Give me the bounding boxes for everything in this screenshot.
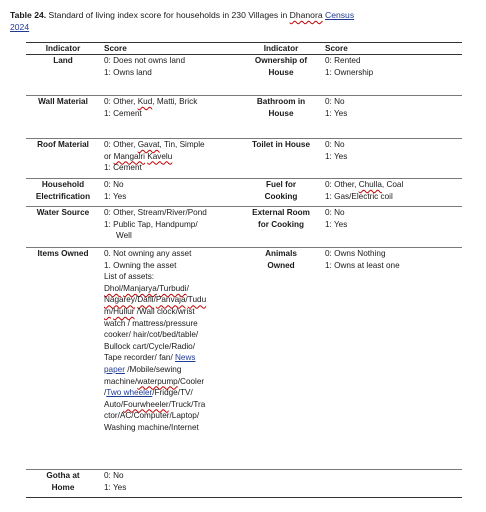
score-cell bbox=[100, 470, 241, 497]
asset-line bbox=[104, 399, 239, 411]
score-text: 0: Other, bbox=[325, 180, 359, 189]
asset-term: waterpump bbox=[137, 376, 178, 386]
indicator-cell bbox=[26, 179, 100, 206]
asset-line bbox=[104, 352, 239, 364]
indicator-label: Wall Material bbox=[38, 97, 88, 106]
indicator-cell bbox=[26, 139, 100, 178]
asset-line: ctor/AC/Computer/Laptop/ bbox=[104, 411, 200, 421]
asset-sep: / bbox=[186, 283, 189, 293]
asset-term: Tudu bbox=[187, 295, 207, 305]
score-cell bbox=[100, 139, 241, 178]
indicator-cell bbox=[241, 139, 321, 178]
asset-term: Dhol bbox=[104, 283, 121, 293]
asset-text: Tape recorder/ fan/ bbox=[104, 353, 175, 363]
asset-sep: / bbox=[134, 295, 138, 305]
score-line: 0: No bbox=[325, 140, 345, 149]
indicator-cell bbox=[26, 55, 100, 95]
header-score-left: Score bbox=[104, 44, 127, 53]
indicator-label: Land bbox=[53, 56, 73, 65]
score-line: 1: Cement bbox=[104, 108, 142, 118]
indicator-label: External Room bbox=[252, 208, 310, 217]
asset-text: /Fridge/TV/ bbox=[152, 388, 193, 398]
score-cell bbox=[100, 207, 241, 247]
indicator-cell bbox=[241, 207, 321, 247]
indicator-cell bbox=[26, 96, 100, 138]
asset-text: machine/ bbox=[104, 376, 138, 386]
indicator-label: Ownership of bbox=[254, 56, 308, 65]
indicator-label: Owned bbox=[267, 260, 295, 270]
asset-sep: / bbox=[156, 283, 160, 293]
score-line: 1: Owns land bbox=[104, 67, 152, 77]
asset-term: Hullur bbox=[113, 306, 135, 316]
indicator-label: for Cooking bbox=[258, 219, 304, 229]
asset-line bbox=[104, 376, 239, 388]
asset-term: Two wheeler bbox=[106, 388, 153, 398]
score-term: Chulla bbox=[358, 180, 382, 189]
score-line: 0: Other, Stream/River/Pond bbox=[104, 208, 207, 217]
score-line: 0: Does not owns land bbox=[104, 56, 186, 65]
header-score-right: Score bbox=[325, 44, 348, 53]
caption-text: Standard of living index score for households in 230 Villages in bbox=[46, 10, 290, 20]
asset-term: Panvaja bbox=[155, 295, 186, 305]
table-row bbox=[26, 179, 462, 207]
score-line: 0: No bbox=[325, 97, 345, 106]
score-cell bbox=[100, 248, 241, 469]
score-line bbox=[325, 179, 460, 191]
asset-term: paper bbox=[104, 364, 125, 374]
score-line: 1. Owning the asset bbox=[104, 260, 177, 270]
asset-text: /Wall clock/wrist bbox=[134, 306, 195, 316]
score-line: 1: Ownership bbox=[325, 67, 374, 77]
indicator-cell bbox=[26, 470, 100, 497]
score-line: 0: No bbox=[104, 180, 124, 189]
score-text: 0: Other, bbox=[104, 140, 138, 149]
score-line: 1: Yes bbox=[104, 191, 127, 201]
asset-sep: / bbox=[120, 283, 124, 293]
score-term: Mangalri bbox=[113, 151, 145, 161]
asset-sep: / bbox=[104, 388, 107, 398]
score-line bbox=[104, 151, 239, 163]
score-text: , Tin, Simple bbox=[159, 140, 205, 149]
score-term: Gavat bbox=[137, 140, 160, 149]
asset-sep: / bbox=[185, 295, 188, 305]
indicator-cell bbox=[241, 248, 321, 469]
score-line bbox=[104, 139, 239, 151]
caption-label: Table 24. bbox=[10, 10, 47, 20]
asset-line: Washing machine/Internet bbox=[104, 422, 199, 432]
score-cell bbox=[100, 55, 241, 95]
score-line: Well bbox=[116, 231, 132, 241]
score-text: 0: Other, bbox=[104, 97, 138, 106]
score-cell bbox=[100, 179, 241, 206]
score-line: 0: Owns Nothing bbox=[325, 249, 386, 258]
asset-text: Auto/ bbox=[104, 399, 124, 409]
score-cell bbox=[321, 139, 462, 178]
indicator-label: Bathroom in bbox=[256, 97, 306, 106]
indicator-label: Cooking bbox=[264, 191, 298, 201]
score-cell bbox=[321, 207, 462, 247]
header-indicator-left: Indicator bbox=[45, 44, 81, 53]
asset-term: m bbox=[104, 306, 111, 316]
score-line: 1: Yes bbox=[325, 108, 348, 118]
score-line: 1: Yes bbox=[325, 151, 348, 161]
indicator-label: House bbox=[268, 67, 294, 77]
score-cell bbox=[100, 96, 241, 138]
asset-term: Nagarey bbox=[104, 295, 135, 305]
asset-sep: / bbox=[110, 306, 114, 316]
empty-cell bbox=[241, 470, 321, 497]
score-line: 1: Owns at least one bbox=[325, 260, 400, 270]
indicator-cell bbox=[241, 179, 321, 206]
indicator-label: Toilet in House bbox=[251, 140, 311, 149]
table-row bbox=[26, 55, 462, 96]
score-line: 1: Public Tap, Handpump/ bbox=[104, 219, 198, 229]
score-cell bbox=[321, 179, 462, 206]
indicator-cell bbox=[241, 96, 321, 138]
table-row bbox=[26, 96, 462, 139]
indicator-label: Items Owned bbox=[37, 249, 89, 258]
indicator-label: Household bbox=[41, 180, 85, 189]
score-line: 0: No bbox=[325, 208, 345, 217]
indicator-label: Fuel for bbox=[265, 180, 297, 189]
caption-year: 2024 bbox=[10, 22, 30, 32]
indicator-cell bbox=[241, 55, 321, 95]
score-term: Kud bbox=[137, 97, 153, 106]
table-header-row bbox=[26, 42, 462, 55]
indicator-label: Roof Material bbox=[37, 140, 89, 149]
score-line: 1: Gas/Electric coil bbox=[325, 191, 393, 201]
score-line: List of assets: bbox=[104, 272, 155, 282]
caption-census: Census bbox=[325, 10, 355, 20]
indicator-label: Gotha at bbox=[46, 471, 80, 480]
indicator-label: Home bbox=[51, 482, 75, 492]
asset-line: cooker/ hair/cot/bed/table/ bbox=[104, 330, 199, 340]
score-line: 0. Not owning any asset bbox=[104, 249, 192, 258]
asset-line: watch / mattress/pressure bbox=[104, 318, 198, 328]
score-line: 1: Yes bbox=[104, 482, 127, 492]
indicator-label: House bbox=[268, 108, 294, 118]
header-indicator-right: Indicator bbox=[263, 44, 299, 53]
asset-line bbox=[104, 387, 239, 399]
asset-line bbox=[104, 364, 239, 376]
asset-text: /Cooler bbox=[177, 376, 205, 386]
caption-place: Dhanora bbox=[289, 10, 323, 20]
score-term: Kavelu bbox=[147, 151, 173, 161]
standard-of-living-table bbox=[26, 42, 462, 498]
score-line: 1: Yes bbox=[325, 219, 348, 229]
asset-term: Turbudi bbox=[159, 283, 187, 293]
asset-term: Fourwheeler bbox=[123, 399, 169, 409]
score-line: 0: Rented bbox=[325, 56, 361, 65]
asset-text: /Truck/Tra bbox=[168, 399, 206, 409]
asset-line bbox=[104, 294, 239, 306]
score-line: 0: No bbox=[104, 471, 124, 480]
table-row bbox=[26, 139, 462, 179]
asset-term: News bbox=[175, 353, 196, 363]
asset-line bbox=[104, 283, 239, 295]
asset-text: /Mobile/sewing bbox=[124, 364, 182, 374]
indicator-label: Animals bbox=[265, 249, 297, 258]
asset-line bbox=[104, 306, 239, 318]
table-caption bbox=[10, 9, 430, 33]
score-text: , Matti, Brick bbox=[152, 97, 198, 106]
indicator-cell bbox=[26, 248, 100, 469]
score-text: , Coal bbox=[381, 180, 404, 189]
asset-term: Manjarya bbox=[123, 283, 157, 293]
table-row bbox=[26, 470, 462, 498]
table-row bbox=[26, 248, 462, 470]
score-line: 1: Cement bbox=[104, 163, 142, 173]
indicator-cell bbox=[26, 207, 100, 247]
empty-cell bbox=[321, 470, 462, 497]
score-text: or bbox=[104, 151, 114, 161]
score-cell bbox=[321, 55, 462, 95]
indicator-label: Electrification bbox=[35, 191, 91, 201]
score-line bbox=[104, 96, 239, 108]
asset-term: Dafli bbox=[137, 295, 154, 305]
indicator-label: Water Source bbox=[36, 208, 90, 217]
score-cell bbox=[321, 96, 462, 138]
score-cell bbox=[321, 248, 462, 469]
asset-sep: / bbox=[153, 295, 156, 305]
table-row bbox=[26, 207, 462, 248]
asset-line: Bullock cart/Cycle/Radio/ bbox=[104, 341, 196, 351]
